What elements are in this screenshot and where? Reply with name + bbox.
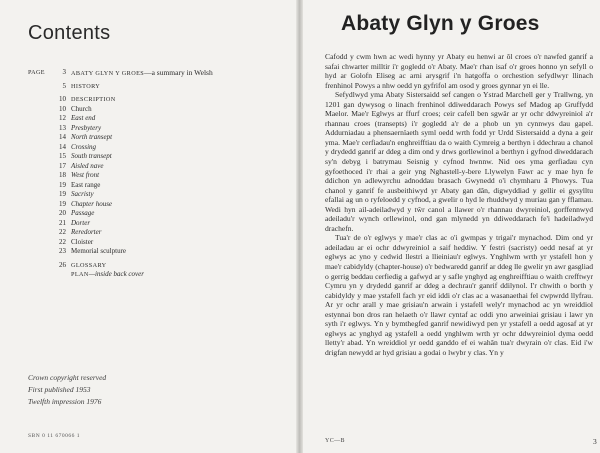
toc-page-number: 19 <box>59 180 66 189</box>
credit-line: Twelfth impression 1976 <box>28 397 102 406</box>
toc-entry <box>28 219 292 229</box>
toc-page-number: 10 <box>59 95 66 103</box>
toc-entry <box>28 270 292 280</box>
table-of-contents <box>28 68 292 280</box>
toc-title: Reredorter <box>71 228 102 236</box>
toc-title: East end <box>71 114 96 122</box>
toc-page-number: 20 <box>59 209 66 217</box>
signature-mark: YC—B <box>325 438 345 444</box>
toc-page-number: 10 <box>59 104 66 113</box>
body-paragraph: Cafodd y cwm hwn ac wedi hynny yr Abaty eu henwi ar ôl croes o'r nawfed ganrif a safai chwarter milltir i'r gogledd o'r Abaty. Mae'r rhan isaf o'r groes honno yn sefyll o hyd ar Golofn Eliseg ac arni arysgrif i'n hatgoffa o orchestion sefydlwyr llinach frenhinol Powys a nhw oedd yn gyfrifol am osod y groes gynnar yn ei lle. <box>325 52 593 90</box>
toc-entry <box>28 209 292 219</box>
toc-entry <box>28 124 292 134</box>
toc-page-number: 13 <box>59 123 66 132</box>
toc-title: Chapter house <box>71 199 113 208</box>
toc-title: North transept <box>71 133 113 141</box>
toc-page-number: 17 <box>59 161 66 170</box>
toc-page-number: 26 <box>59 260 66 269</box>
credit-line: First published 1953 <box>28 385 91 394</box>
toc-page-number: 21 <box>59 218 66 227</box>
toc-entry <box>28 105 292 115</box>
toc-title: HISTORY <box>71 82 101 90</box>
toc-entry <box>28 152 292 162</box>
toc-entry <box>28 143 292 153</box>
book-gutter <box>296 0 303 453</box>
toc-entry <box>28 114 292 124</box>
toc-page-number: 5 <box>62 81 66 90</box>
toc-page-number: 14 <box>59 142 66 151</box>
toc-title: Sacristy <box>71 190 94 198</box>
toc-page-number: 15 <box>59 152 66 160</box>
toc-entry <box>28 261 292 271</box>
toc-entry <box>28 228 292 238</box>
toc-entry <box>28 238 292 248</box>
toc-entry <box>28 171 292 181</box>
toc-entry <box>28 190 292 200</box>
body-paragraph: Sefydlwyd yma Abaty Sistersaidd sef cangen o Ystrad Marchell ger y Trallwng, yn 1201 gan dywysog o linach frenhinol ddiweddarach Powys sef Madog ap Gruffydd Maelor. Mae'r Eglwys ar ffurf croes; ceir cafell ben sgwâr ar yr ochr ddwyreiniol a'r rhannau croes (transepts) i'r gogledd a'r de a phob un yn cynnwys dau gapel. Addurniadau a phensaernïaeth syml oedd wrth fodd yr Urdd Sistersaidd a dyna a geir yma. Mae'r cerfiadau'n enghreifftiau da o waith Cymreig a berthyn i ddechrau a chanol y drydedd ganrif ar ddeg a dim ond y drws gorllewinol a berthyn i gyfnod diweddarach sy'n debyg i batrymau Seisnig y cyfnod hwnnw. Nid oes yma gerfiadau cyn gyfoethoced i'r rhai a geir yng Nghastell-y-bere Llywelyn Fawr ac y mae hyn fe ddichon yn adlewyrchu adnoddau brasach Gwynedd o'i chymharu â Phowys. Tua chanol y ganrif fe ausbeithiwyd yr Abaty gan dân, digwyddiad y gellir ei gysylltu efallai ag un o ryfeloedd y cyfnod, a gwelir o hyd le rhuddwyd y muriau gan y fflamau. Wedi hyn ail-adeiladwyd y tŵr canol a llawer o'r rhannau dwyreiniol, gorffennwyd adeiladu'r wynch orllewinol, ond gan mlynedd yn ddiweddarach fe'i hadeiladwyd drachefn. <box>325 90 593 233</box>
toc-entry <box>28 133 292 143</box>
isbn-number: SBN 0 11 670066 1 <box>28 433 80 439</box>
contents-title: Contents <box>28 22 111 44</box>
toc-title: Passage <box>71 209 95 217</box>
toc-title: South transept <box>71 152 112 160</box>
toc-entry <box>28 68 292 78</box>
toc-title: Crossing <box>71 142 97 151</box>
toc-entry <box>28 247 292 257</box>
toc-entry <box>28 200 292 210</box>
toc-page-number: 18 <box>59 171 66 179</box>
page-title: Abaty Glyn y Groes <box>341 12 540 35</box>
toc-page-number: 23 <box>59 247 66 255</box>
credits <box>28 372 106 408</box>
body-paragraph: Tua'r de o'r eglwys y mae'r clas ac o'i gwmpas y trigai'r mynachod. Dim ond yr adeiladau ar ei ochr ddwyreiniol a saif heddiw. Y festri (sacristy) oedd nesaf at yr eglwys ac yno y cedwid llestri a llieiniau'r eglwys. Ynghlwm wrth yr ystafell hon y mae'r cabidyldy (chapter-house) o'r bedwaredd ganrif ar ddeg lle gwelir yn awr gasgliad o gerrig beddau cerfiedig a gafwyd ar y safle ynghyd ag enghreifftiau o waith crefftwyr Cymru yn y drydedd ganrif ar ddeg a dechrau'r ganrif ddilynol. I'r chwith o borth y cabidyldy y mae ystafell fach yr eid iddi o'r clas ac a wasanaethai fel cwpwrdd llyfrau. Ar yr ochr arall y mae grisiau'n arwain i ystafell wely'r mynachod ac yn wreiddiol estynnai bon dros ran helaeth o'r llawr cyntaf ac oddi yno arweiniai grisiau i lawr yn syth i'r eglwys. Yn y bymthegfed ganrif newidiwyd pen yr ystafell a oedd agosaf at yr eglwys ac ynghyd ag ystafell a oedd ynghlwm wrth yr ochr ddwyreiniol dyma oedd lletty'r abad. Yn wreiddiol yr oedd ganddo ef ei wahân tua'r dwyrain o'r clas. Eid i'w drigfan newydd ar hyd grisiau a godai o lwybr y clas. Yn y <box>325 233 593 357</box>
toc-title: Memorial sculpture <box>71 247 127 255</box>
toc-page-number: 22 <box>59 228 66 236</box>
credit-line: Crown copyright reserved <box>28 373 107 382</box>
toc-title: East range <box>71 180 101 189</box>
toc-entry <box>28 95 292 105</box>
toc-title: GLOSSARY <box>71 261 107 269</box>
toc-title: PLAN—inside back cover <box>71 270 144 278</box>
toc-page-number: 14 <box>59 133 66 141</box>
toc-title: Church <box>71 104 92 113</box>
page-number: 3 <box>593 437 597 446</box>
toc-title: West front <box>71 171 100 179</box>
toc-page-number: 19 <box>59 190 66 198</box>
toc-title: DESCRIPTION <box>71 96 116 103</box>
toc-title: Dorter <box>71 218 91 227</box>
toc-page-number: 19 <box>59 199 66 208</box>
toc-entry <box>28 82 292 92</box>
toc-title: Presbytery <box>71 123 102 132</box>
toc-page-label: PAGE <box>28 69 45 76</box>
toc-title: Cloister <box>71 237 94 246</box>
body-text <box>325 52 593 358</box>
toc-title: ABATY GLYN Y GROES—a summary in Welsh <box>71 68 213 77</box>
toc-entry <box>28 181 292 191</box>
toc-page-number: 12 <box>59 114 66 122</box>
toc-page-number: 3 <box>62 68 66 76</box>
toc-entry <box>28 162 292 172</box>
toc-title: Aisled nave <box>71 161 104 170</box>
contents-page <box>0 0 296 453</box>
text-page <box>303 0 600 453</box>
toc-page-number: 22 <box>59 237 66 246</box>
